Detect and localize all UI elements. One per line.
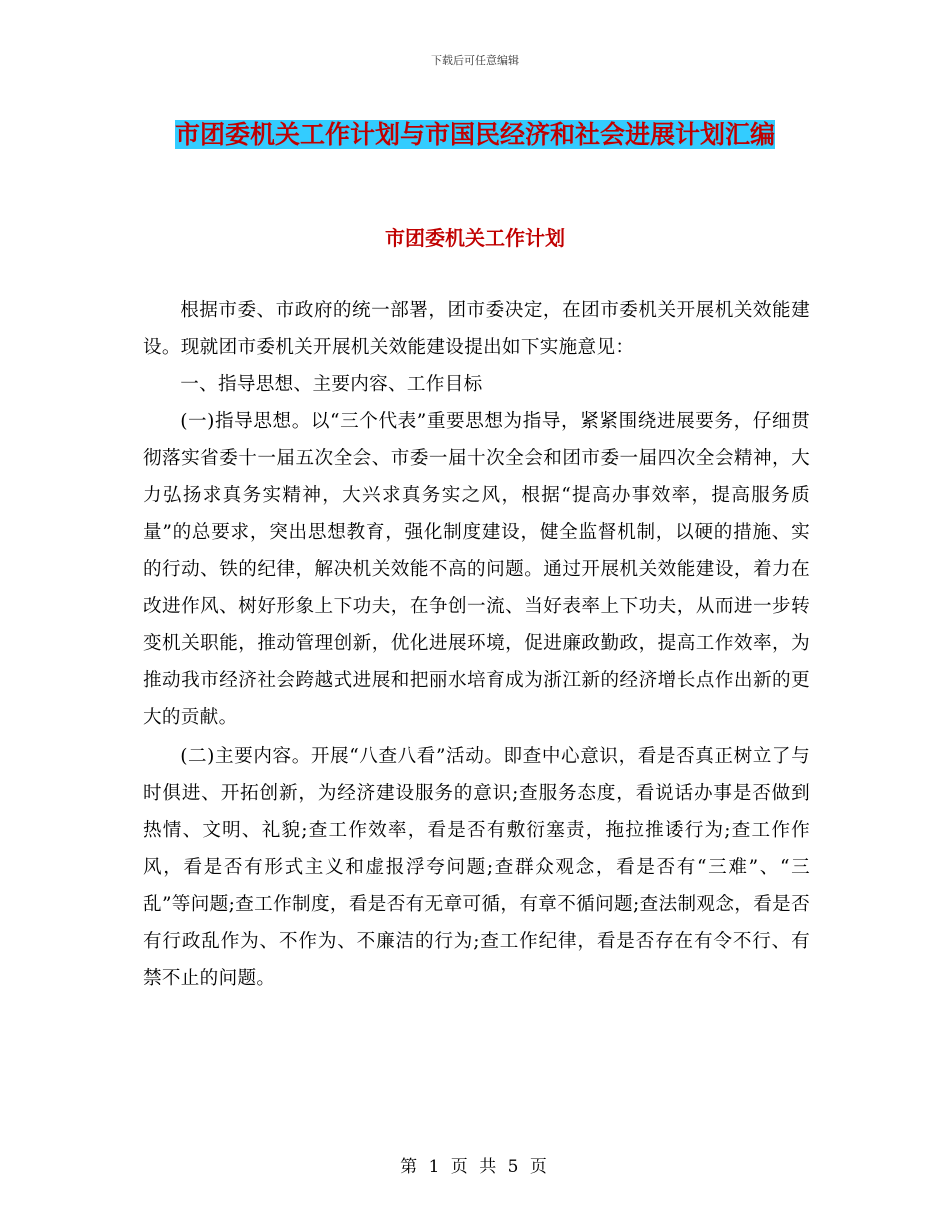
section-title: 市团委机关工作计划 <box>385 226 565 250</box>
body-text <box>143 292 810 997</box>
document-title <box>140 110 810 160</box>
page-footer: 第 1 页 共 5 页 <box>400 1157 550 1177</box>
paragraph-guiding-thought: (一)指导思想。以“三个代表”重要思想为指导，紧紧围绕进展要务，仔细贯彻落实省委十一届五次全会、市委一届十次全会和团市委一届四次全会精神，大力弘扬求真务实精神，大兴求真务实之风，根据“提高办事效率，提高服务质量”的总要求，突出思想教育，强化制度建设，健全监督机制，以硬的措施、实的行动、铁的纪律，解决机关效能不高的问题。通过开展机关效能建设，着力在改进作风、树好形象上下功夫，在争创一流、当好表率上下功夫，从而进一步转变机关职能，推动管理创新，优化进展环境，促进廉政勤政，提高工作效率，为推动我市经济社会跨越式进展和把丽水培育成为浙江新的经济增长点作出新的更大的贡献。 <box>143 411 810 728</box>
document-title-text: 市团委机关工作计划与市国民经济和社会进展计划汇编 <box>174 120 775 149</box>
header-note: 下载后可任意编辑 <box>431 54 519 67</box>
paragraph-intro: 根据市委、市政府的统一部署，团市委决定，在团市委机关开展机关效能建设。现就团市委机关开展机关效能建设提出如下实施意见： <box>143 300 810 358</box>
paragraph-heading-1: 一、指导思想、主要内容、工作目标 <box>180 374 483 395</box>
paragraph-main-content: (二)主要内容。开展“八查八看”活动。即查中心意识，看是否真正树立了与时俱进、开拓创新，为经济建设服务的意识;查服务态度，看说话办事是否做到热情、文明、礼貌;查工作效率，看是否有敷衍塞责，拖拉推诿行为;查工作作风，看是否有形式主义和虚报浮夸问题;查群众观念，看是否有“三难”、“三乱”等问题;查工作制度，看是否有无章可循，有章不循问题;查法制观念，看是否有行政乱作为、不作为、不廉洁的行为;查工作纪律，看是否存在有令不行、有禁不止的问题。 <box>143 746 810 989</box>
